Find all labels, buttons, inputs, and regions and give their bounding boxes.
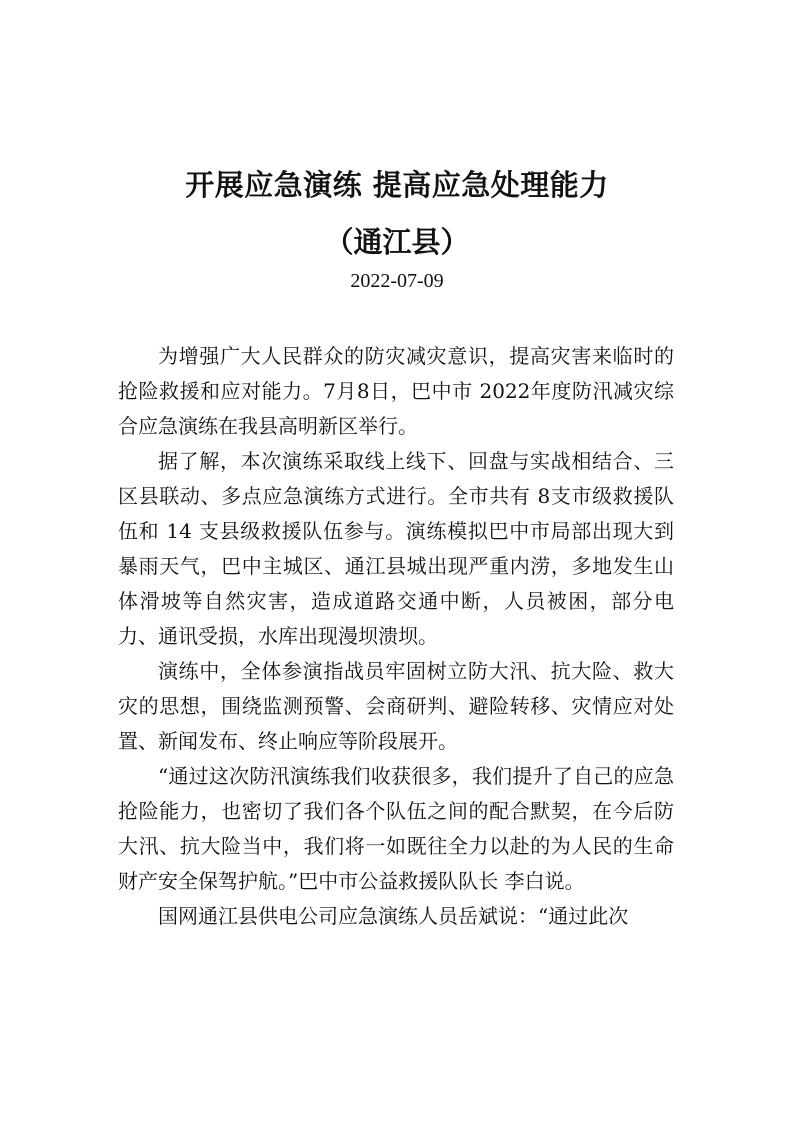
publish-date: 2022-07-09 [350,270,444,292]
paragraph-2: 据了解，本次演练采取线上线下、回盘与实战相结合、三区县联动、多点应急演练方式进行。全市共有 8支市级救援队伍和 14 支县级救援队伍参与。演练模拟巴中市局部出现大到暴雨天气，巴中主城区、通江县城出现严重内涝，多地发生山体滑坡等自然灾害，造成道路交通中断，人员被困，部分电力、通讯受损，水库出现漫坝溃坝。 [118,449,674,648]
paragraph-1: 为增强广大人民群众的防灾减灾意识，提高灾害来临时的抢险救援和应对能力。7月8日，巴中市 2022年度防汛减灾综合应急演练在我县高明新区举行。 [118,344,674,438]
paragraph-4: “通过这次防汛演练我们收获很多，我们提升了自己的应急抢险能力，也密切了我们各个队伍之间的配合默契，在今后防大汛、抗大险当中，我们将一如既往全力以赴的为人民的生命财产安全保驾护航。”巴中市公益救援队队长 李白说。 [118,764,674,893]
paragraph-5: 国网通江县供电公司应急演练人员岳斌说：“通过此次 [158,904,629,928]
document-title: 开展应急演练 提高应急处理能力 [185,168,609,202]
paragraph-3: 演练中，全体参演指战员牢固树立防大汛、抗大险、救大灾的思想，围绕监测预警、会商研判、避险转移、灾情应对处置、新闻发布、终止响应等阶段展开。 [118,659,674,753]
article-body [118,339,674,934]
document-subtitle: （通江县） [324,225,470,259]
